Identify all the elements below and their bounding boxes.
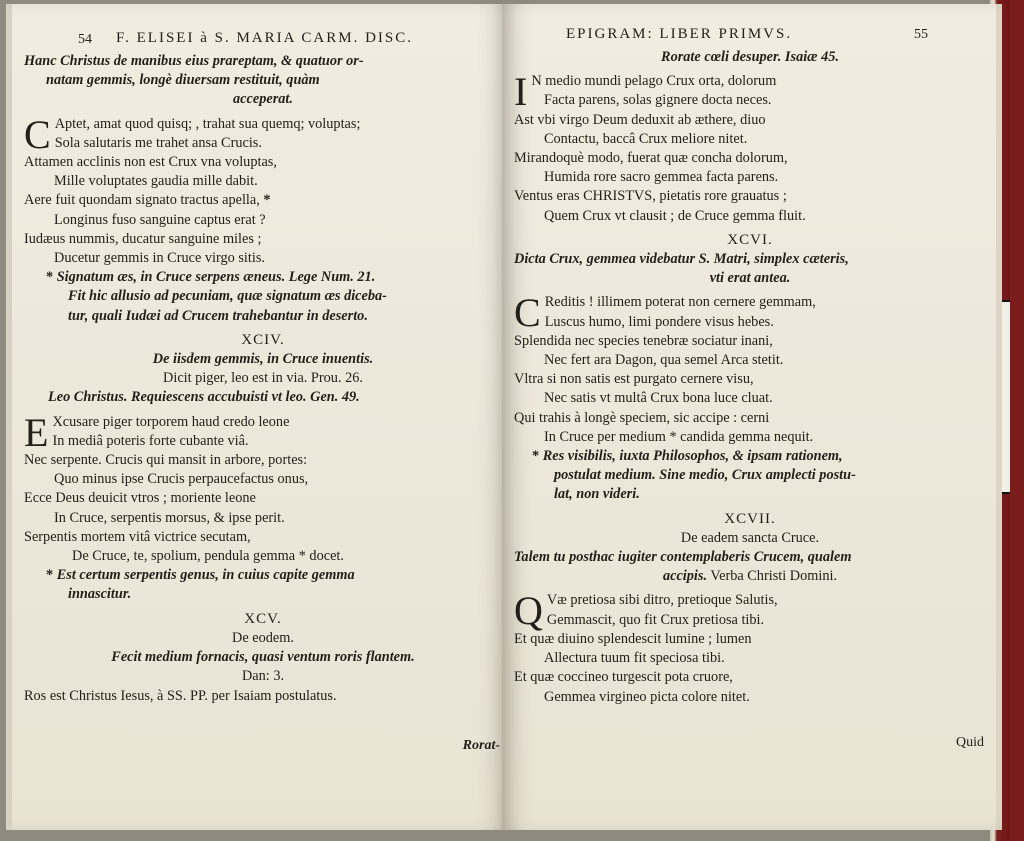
intro-line: natam gemmis, longè diuersam restituit, quàm: [46, 72, 320, 89]
drop-cap: C: [24, 111, 51, 157]
epigram-title: De eodem.: [232, 629, 294, 646]
verse-line: Vltra si non satis est purgato cernere visu,: [514, 371, 754, 388]
catchword: Quid: [956, 735, 984, 750]
epigram-subtitle: accipis.: [662, 568, 708, 585]
verse-line: Mille voluptates gaudia mille dabit.: [54, 173, 258, 190]
verse-line: Facta parens, solas gignere docta neces.: [544, 92, 772, 109]
verse-line: Ecce Deus deuicit vtros ; moriente leone: [24, 490, 256, 507]
verse-line: Gemmascit, quo fit Crux pretiosa tibi.: [546, 611, 765, 628]
verse-line: Nec fert ara Dagon, qua semel Arca stetit.: [544, 352, 784, 369]
verse-line: Iudæus nummis, ducatur sanguine miles ;: [24, 230, 262, 247]
verse-line: Et quæ diuino splendescit lumine ; lumen: [514, 630, 752, 647]
verse-line: Ast vbi virgo Deum deduxit ab æthere, diuo: [514, 111, 766, 128]
right-header: [514, 26, 986, 48]
asterisk-mark: *: [46, 567, 54, 584]
epigram-number: XCIV.: [241, 331, 285, 348]
scripture-ref: Dicit piger, leo est in via. Prou. 26.: [163, 370, 363, 387]
epigram-subtitle: Rorate cœli desuper. Isaiæ 45.: [661, 49, 839, 65]
epigram-title: De iisdem gemmis, in Cruce inuentis.: [152, 351, 374, 368]
drop-cap: E: [24, 409, 49, 455]
asterisk-mark: *: [532, 448, 540, 465]
epigram-title: De eadem sancta Cruce.: [680, 529, 820, 546]
note-line: Est certum serpentis genus, in cuius capite gemma: [56, 567, 355, 584]
verse-line: Nec serpente. Crucis qui mansit in arbore, portes:: [24, 452, 308, 469]
scripture-ref: Verba Christi Domini.: [710, 568, 838, 585]
intro-line: Hanc Christus de manibus eius prareptam, & quatuor or-: [24, 53, 364, 69]
verse-line: Mirandoquè modo, fuerat quæ concha dolorum,: [514, 150, 788, 167]
section-xcv: [24, 610, 502, 706]
epigram-number: XCVII.: [724, 510, 776, 527]
epigram-subtitle: Fecit medium fornacis, quasi ventum roris flantem.: [111, 649, 415, 666]
verse-line: Ducetur gemmis in Cruce virgo sitis.: [54, 250, 265, 267]
verse-line: Aptet, amat quod quisq; , trahat sua quemq; voluptas;: [54, 115, 361, 132]
page-number: 54: [78, 32, 92, 47]
verse-line: Contactu, baccâ Crux meliore nitet.: [544, 130, 748, 147]
verse-line: De Cruce, te, spolium, pendula gemma * docet.: [72, 548, 344, 565]
epigram-subtitle: Talem tu posthac iugiter contemplaberis Crucem, qualem: [514, 549, 852, 566]
verse-line: Attamen acclinis non est Crux vna voluptas,: [24, 154, 277, 171]
note-line: Fit hic allusio ad pecuniam, quæ signatum æs diceba-: [68, 288, 387, 305]
verse-line: Quo minus ipse Crucis perpaucefactus onus,: [54, 471, 309, 488]
intro-line: acceperat.: [233, 91, 293, 108]
verse-line: Humida rore sacro gemmea facta parens.: [544, 169, 779, 186]
epigram-poem: [24, 111, 502, 326]
verse-line: Longinus fuso sanguine captus erat ?: [54, 211, 266, 228]
verse-line: Allectura tuum fit speciosa tibi.: [544, 650, 725, 667]
page-number: 55: [914, 27, 928, 42]
note-line: postulat medium. Sine medio, Crux amplecti postu-: [554, 467, 856, 484]
verse-line: Xcusare piger torporem haud credo leone: [52, 413, 290, 430]
running-head: EPIGRAM: LIBER PRIMVS.: [566, 26, 793, 42]
verse-line: Nec satis vt multâ Crux bona luce cluat.: [544, 390, 773, 407]
epigram-number: XCVI.: [727, 231, 773, 248]
scripture-ref: Dan: 3.: [241, 668, 285, 685]
verse-line: In mediâ poteris forte cubante viâ.: [52, 432, 249, 449]
scripture-ref: Leo Christus. Requiescens accubuisti vt leo. Gen. 49.: [48, 389, 360, 406]
right-page: [502, 4, 1002, 830]
verse-line: Splendida nec species tenebræ sociatur inani,: [514, 332, 773, 349]
verse-line: In Cruce per medium * candida gemma nequit.: [544, 428, 814, 445]
drop-cap: Q: [514, 588, 543, 634]
note-line: lat, non videri.: [554, 486, 640, 503]
drop-cap: I: [514, 69, 528, 115]
verse-line: Qui trahis à longè speciem, sic accipe : cerni: [514, 409, 770, 426]
drop-cap: C: [514, 290, 541, 336]
verse-line: Quem Crux vt clausit ; de Cruce gemma fluit.: [544, 207, 806, 224]
verse-line: Ros est Christus Iesus, à SS. PP. per Isaiam postulatus.: [24, 687, 337, 704]
intro-block: [24, 52, 502, 110]
section-xciv: [24, 331, 502, 605]
verse-line: Sola salutaris me trahet ansa Crucis.: [54, 134, 262, 151]
epigram-number: XCV.: [244, 610, 282, 627]
left-header: [64, 30, 502, 52]
verse-line: Aere fuit quondam signato tractus apella,: [24, 192, 260, 209]
asterisk-mark: *: [46, 269, 54, 286]
verse-line: Et quæ coccineo turgescit pota cruore,: [514, 669, 733, 686]
note-line: Signatum æs, in Cruce serpens æneus. Lege Num. 21.: [56, 269, 376, 286]
asterisk-mark: *: [263, 192, 271, 209]
verse-line: Serpentis mortem vitâ victrice secutam,: [24, 528, 251, 545]
note-line: Res visibilis, iuxta Philosophos, & ipsam rationem,: [542, 448, 843, 465]
catchword: Rorat-: [462, 738, 500, 753]
note-line: tur, quali Iudæi ad Crucem trahebantur in deserto.: [68, 307, 368, 324]
verse-line: Ventus eras CHRISTVS, pietatis rore grauatus ;: [514, 188, 787, 205]
left-page: [6, 4, 508, 830]
verse-line: Væ pretiosa sibi ditro, pretioque Salutis,: [546, 592, 778, 609]
verse-line: N medio mundi pelago Crux orta, dolorum: [531, 73, 777, 90]
section-xcvii: [514, 510, 986, 707]
note-line: innascitur.: [68, 586, 132, 603]
verse-line: Gemmea virgineo picta colore nitet.: [544, 688, 750, 705]
epigram-title: Dicta Crux, gemmea videbatur S. Matri, simplex cæteris,: [514, 251, 849, 268]
epigram-poem: [514, 69, 986, 226]
verse-line: Reditis ! illimem poterat non cernere gemmam,: [544, 294, 816, 311]
running-head: F. ELISEI à S. MARIA CARM. DISC.: [116, 30, 413, 46]
section-xcvi: [514, 231, 986, 505]
verse-line: Luscus humo, limi pondere visus hebes.: [544, 313, 774, 330]
verse-line: In Cruce, serpentis morsus, & ipse perit.: [54, 509, 285, 526]
epigram-title: vti erat antea.: [709, 270, 791, 287]
